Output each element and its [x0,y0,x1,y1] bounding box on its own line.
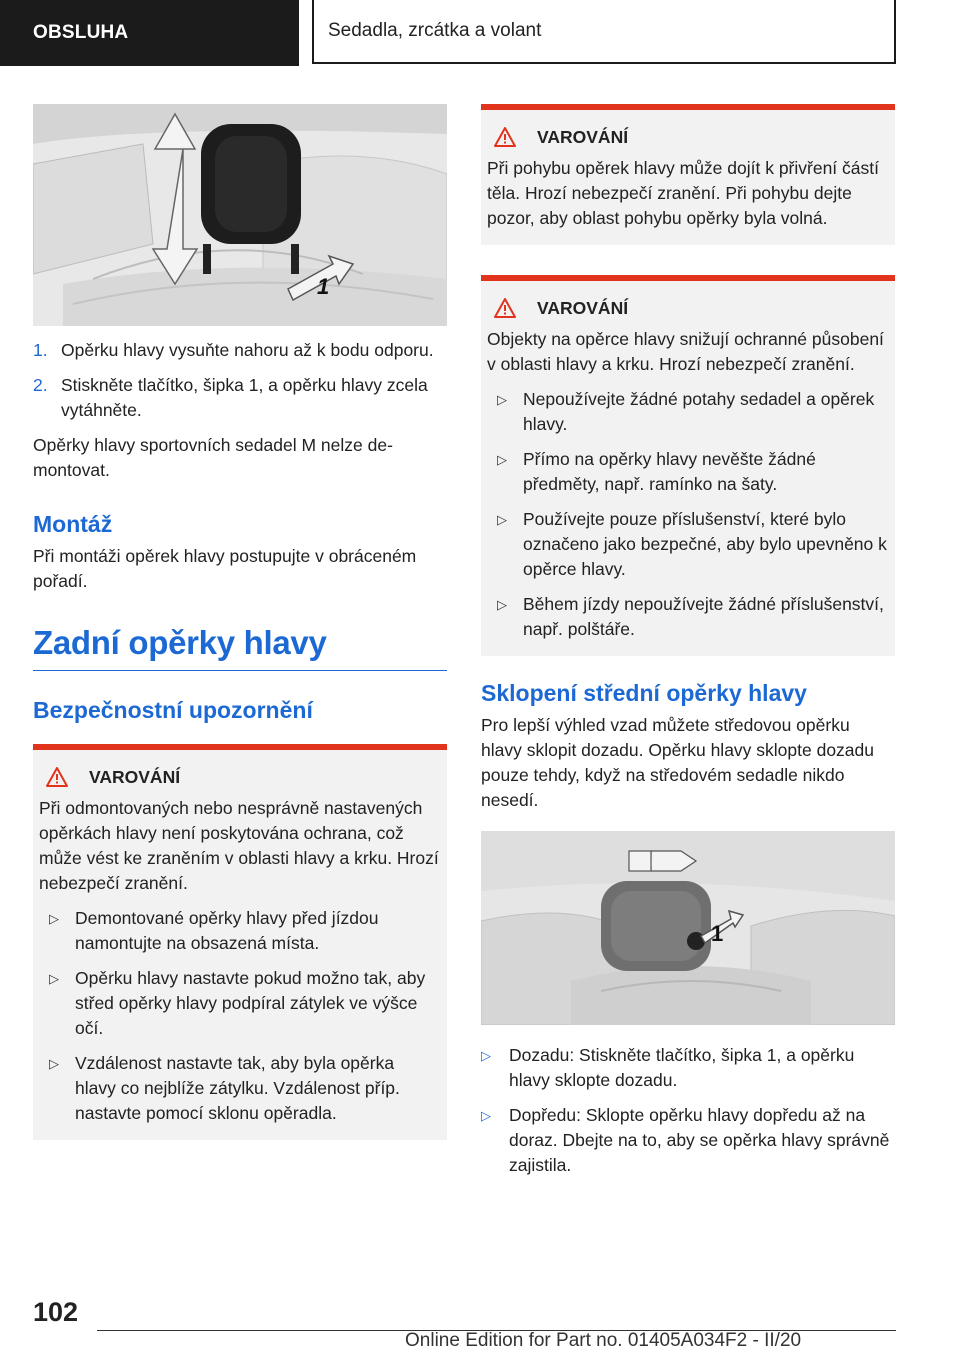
bullet-text: Dozadu: Stiskněte tlačítko, šipka 1, a opěrku hlavy sklopte dozadu. [509,1045,855,1090]
section-header [312,0,896,64]
safety-heading: Bezpečnostní upozornění [33,697,313,723]
removal-steps [33,338,447,423]
bullet-text: Dopředu: Sklopte opěrku hlavy dopředu až na doraz. Dbejte na to, aby se opěrka hlavy správně zajistila. [509,1105,890,1175]
list-item [481,1103,895,1178]
warning-text: Objekty na opěrce hlavy snižují ochranné působení v oblasti hlavy a krku. Hrozí nebezpečí zranění. [487,329,884,374]
chapter-tab [0,0,299,66]
warning-title-text: VAROVÁNÍ [89,766,181,787]
warning-title-text: VAROVÁNÍ [537,297,629,318]
list-item [487,507,887,582]
headrest-fold-figure [481,831,895,1025]
bullet-text: Vzdálenost nastavte tak, aby byla opěrka hlavy co nejblíže zátylku. Vzdálenost příp. nastavte pomocí sklonu opěradla. [75,1053,400,1123]
bullet-triangle-icon: ▷ [497,452,507,467]
headrest-removal-illustration [33,104,447,326]
bullet-triangle-icon: ▷ [497,392,507,407]
list-item [39,966,439,1041]
bullet-text: Nepoužívejte žádné potahy sedadel a opěrek hlavy. [523,389,875,434]
main-heading: Zadní opěrky hlavy [33,624,447,671]
headrest-removal-figure [33,104,447,326]
footer-edition: Online Edition for Part no. 01405A034F2 - II/20 [405,1330,802,1351]
warning-bullets [39,906,439,1126]
bullet-text: Používejte pouze příslušenství, které bylo označeno jako bezpečné, aby bylo upevněno k opěrce hlavy. [523,509,887,579]
step-number: 2. [33,375,48,395]
step-text: Opěrku hlavy vysuňte nahoru až k bodu odporu. [61,340,434,360]
mount-heading: Montáž [33,511,113,537]
warning-title [487,297,887,319]
headrest-fold-illustration [481,831,895,1025]
bullet-triangle-icon: ▷ [497,597,507,612]
list-item [487,387,887,437]
bullet-triangle-icon: ▷ [49,911,59,926]
warning-text: Při pohybu opěrek hlavy může dojít k přivření částí těla. Hrozí nebezpečí zranění. Při pohybu dejte pozor, aby oblast pohybu opěrky byla volná. [487,158,879,228]
warning-title-text: VAROVÁNÍ [537,126,629,147]
warning-title [487,126,887,148]
left-column [33,104,447,1140]
fold-heading: Sklopení střední opěrky hlavy [481,680,807,706]
bullet-triangle-icon: ▷ [49,1056,59,1071]
list-item [487,447,887,497]
bullet-triangle-icon: ▷ [49,971,59,986]
chapter-title: OBSLUHA [33,22,129,43]
mount-text: Při montáži opěrek hlavy postupujte v obráceném pořadí. [33,546,417,591]
warning-triangle-icon [45,766,69,788]
warning-box [481,104,895,245]
sport-seat-note: Opěrky hlavy sportovních sedadel M nelze demontovat. [33,435,393,480]
list-item [481,1043,895,1093]
warning-bullets [487,387,887,642]
list-item [39,1051,439,1126]
figure-callout-1: 1 [711,921,724,946]
bullet-text: Demontované opěrky hlavy před jízdou namontujte na obsazená místa. [75,908,379,953]
bullet-triangle-icon: ▷ [497,512,507,527]
warning-box [481,275,895,656]
figure-callout-1: 1 [317,274,330,299]
bullet-text: Opěrku hlavy nastavte pokud možno tak, aby střed opěrky hlavy podpíral zátylek ve výšce očí. [75,968,426,1038]
warning-triangle-icon [493,126,517,148]
warning-box [33,744,447,1140]
section-title: Sedadla, zrcátka a volant [328,20,542,41]
bullet-text: Přímo na opěrky hlavy nevěšte žádné předměty, např. ramínko na šaty. [523,449,816,494]
bullet-triangle-icon: ▷ [481,1108,491,1123]
page-number: 102 [33,1297,79,1327]
warning-title [39,766,439,788]
step-text: Stiskněte tlačítko, šipka 1, a opěrku hlavy zcela vytáhněte. [61,375,428,420]
list-item [33,338,447,363]
bullet-triangle-icon: ▷ [481,1048,491,1063]
list-item [487,592,887,642]
right-column [481,104,895,1188]
list-item [33,373,447,423]
step-number: 1. [33,340,48,360]
warning-triangle-icon [493,297,517,319]
fold-bullets [481,1043,895,1178]
list-item [39,906,439,956]
warning-text: Při odmontovaných nebo nesprávně nastavených opěrkách hlavy není poskytována ochrana, což může vést ke zraněním v oblasti hlavy a krku. Hrozí nebezpečí zranění. [39,798,439,893]
bullet-text: Během jízdy nepoužívejte žádné příslušenství, např. polštáře. [523,594,884,639]
fold-text: Pro lepší výhled vzad můžete středovou opěrku hlavy sklopit dozadu. Opěrku hlavy sklopte dozadu pouze tehdy, když na středovém sedadle nikdo nesedí. [481,715,875,810]
